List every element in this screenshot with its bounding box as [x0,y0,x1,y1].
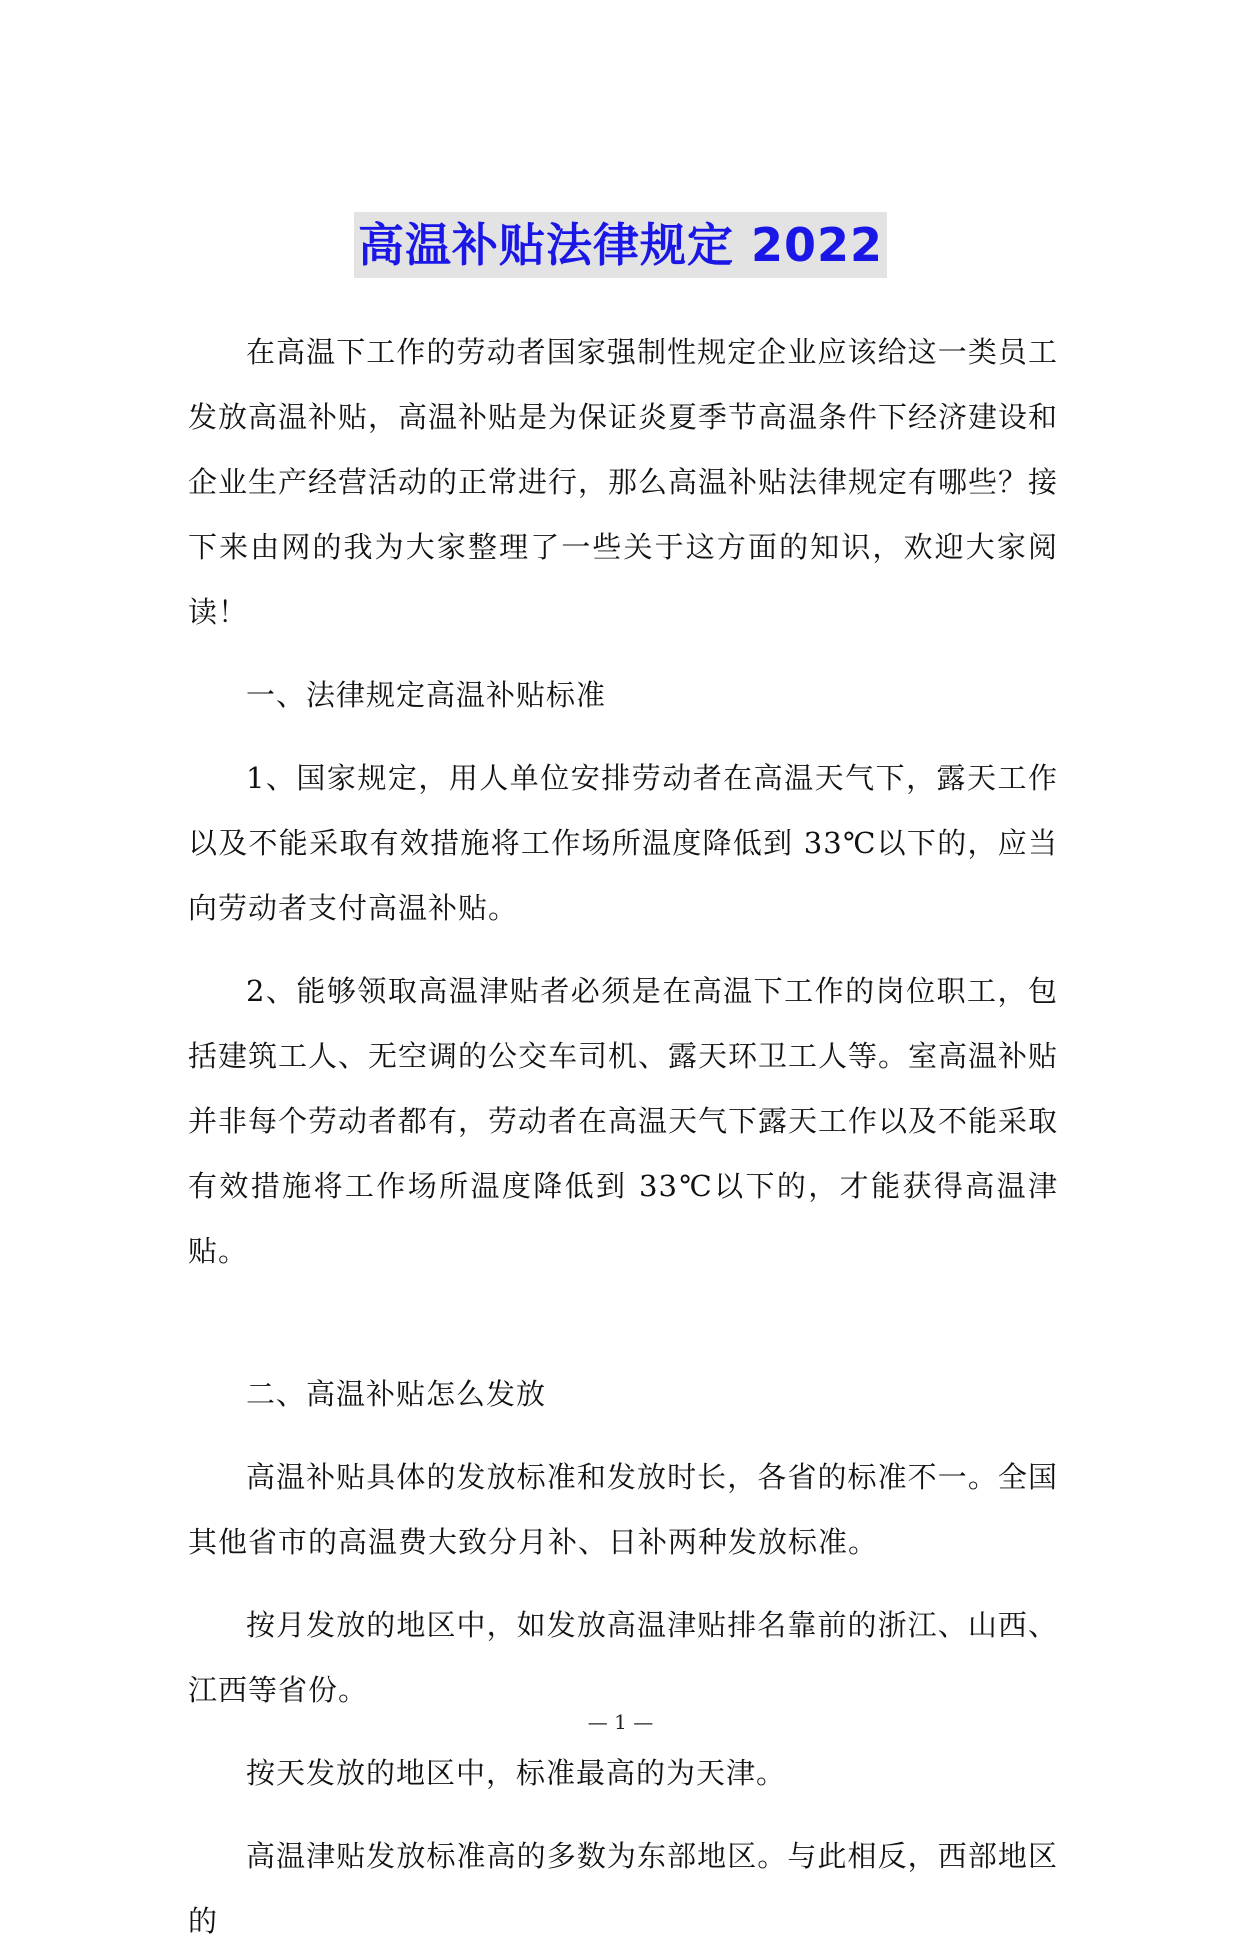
paragraph-standards: 高温补贴具体的发放标准和发放时长，各省的标准不一。全国其他省市的高温费大致分月补、日补两种发放标准。 [188,1460,1058,1559]
section-heading-2: 二、高温补贴怎么发放 [246,1377,547,1411]
title-container [0,212,1241,278]
paragraph-intro: 在高温下工作的劳动者国家强制性规定企业应该给这一类员工发放高温补贴，高温补贴是为保证炎夏季节高温条件下经济建设和企业生产经营活动的正常进行，那么高温补贴法律规定有哪些？接下来由网的我为大家整理了一些关于这方面的知识，欢迎大家阅读！ [188,335,1059,629]
paragraph-item-2: 2、能够领取高温津贴者必须是在高温下工作的岗位职工，包括建筑工人、无空调的公交车司机、露天环卫工人等。室高温补贴并非每个劳动者都有，劳动者在高温天气下露天工作以及不能采取有效措施将工作场所温度降低到 33℃以下的，才能获得高温津贴。 [188,974,1059,1268]
paragraph-item-1: 1、国家规定，用人单位安排劳动者在高温天气下，露天工作以及不能采取有效措施将工作场所温度降低到 33℃以下的，应当向劳动者支付高温补贴。 [188,761,1058,925]
document-title: 高温补贴法律规定 2022 [354,212,887,278]
section-heading-1: 一、法律规定高温补贴标准 [246,678,607,712]
paragraph-regions: 高温津贴发放标准高的多数为东部地区。与此相反，西部地区的 [188,1839,1058,1938]
paragraph-monthly: 按月发放的地区中，如发放高温津贴排名靠前的浙江、山西、江西等省份。 [188,1608,1058,1707]
document-body [188,320,1058,1954]
page-number: — 1 — [587,1710,654,1734]
paragraph-daily: 按天发放的地区中，标准最高的为天津。 [246,1756,787,1790]
